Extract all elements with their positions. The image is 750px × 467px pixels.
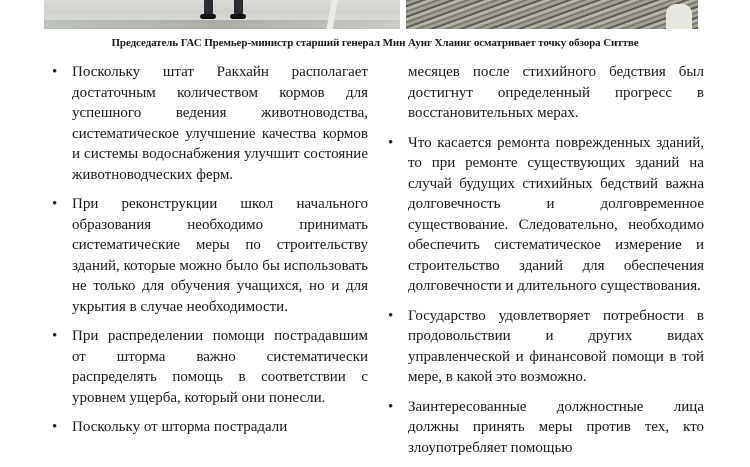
photo-caption: Председатель ГАС Премьер-министр старший генерал Мин Аунг Хлаинг осматривает точку обзора Ситтве [111, 37, 639, 49]
list-item [50, 194, 368, 317]
photo-strip [0, 0, 750, 31]
paragraph: Государство удовлетворяет потребности в продовольствии и других видах управленческой и финансовой помощи в той мере, в какой это возможно. [408, 307, 704, 385]
list-item [386, 133, 704, 297]
left-column [50, 62, 368, 447]
paragraph: Заинтересованные должностные лица должны принять меры против тех, кто злоупотребляет помощью [408, 398, 704, 456]
bullet-icon: • [52, 419, 58, 435]
list-item [386, 397, 704, 459]
continued-paragraph: месяцев после стихийного бедствия был достигнут определенный прогресс в восстановительных мерах. [408, 64, 704, 121]
paragraph: Что касается ремонта поврежденных зданий, то при ремонте существующих зданий на случай будущих стихийных бедствий важна долговечность и долговременное существование. Следовательно, необходимо обеспечить систематическое измерение и строительство зданий для обеспечения долговечности и длительного существования. [408, 134, 704, 294]
paragraph: Поскольку штат Ракхайн располагает достаточным количеством кормов для успешного ведения животноводства, систематическое улучшение качества кормов и системы водоснабжения улучшит состояние животноводческих ферм. [72, 64, 368, 183]
photo-inspection-site [44, 0, 400, 29]
list-item [50, 326, 368, 408]
paragraph: При распределении помощи пострадавшим от шторма важно систематически распределять помощь в соответствии с уровнем ущерба, который они понесли. [72, 328, 368, 406]
list-item [50, 417, 368, 438]
bullet-icon: • [52, 328, 58, 344]
bullet-icon: • [52, 64, 58, 80]
bullet-icon: • [388, 307, 394, 324]
paragraph: Поскольку от шторма пострадали [72, 419, 288, 435]
bullet-icon: • [388, 398, 394, 415]
paragraph: При реконструкции школ начального образования необходимо принимать систематические меры по строительству зданий, которые можно было бы использовать не только для обучения учащихся, но и для укрытия в случае необходимости. [72, 196, 368, 315]
bullet-icon: • [388, 134, 394, 151]
bullet-icon: • [52, 196, 58, 212]
list-item [386, 306, 704, 388]
photo-damaged-timber [406, 0, 698, 29]
list-item [50, 62, 368, 185]
right-column [386, 62, 704, 467]
